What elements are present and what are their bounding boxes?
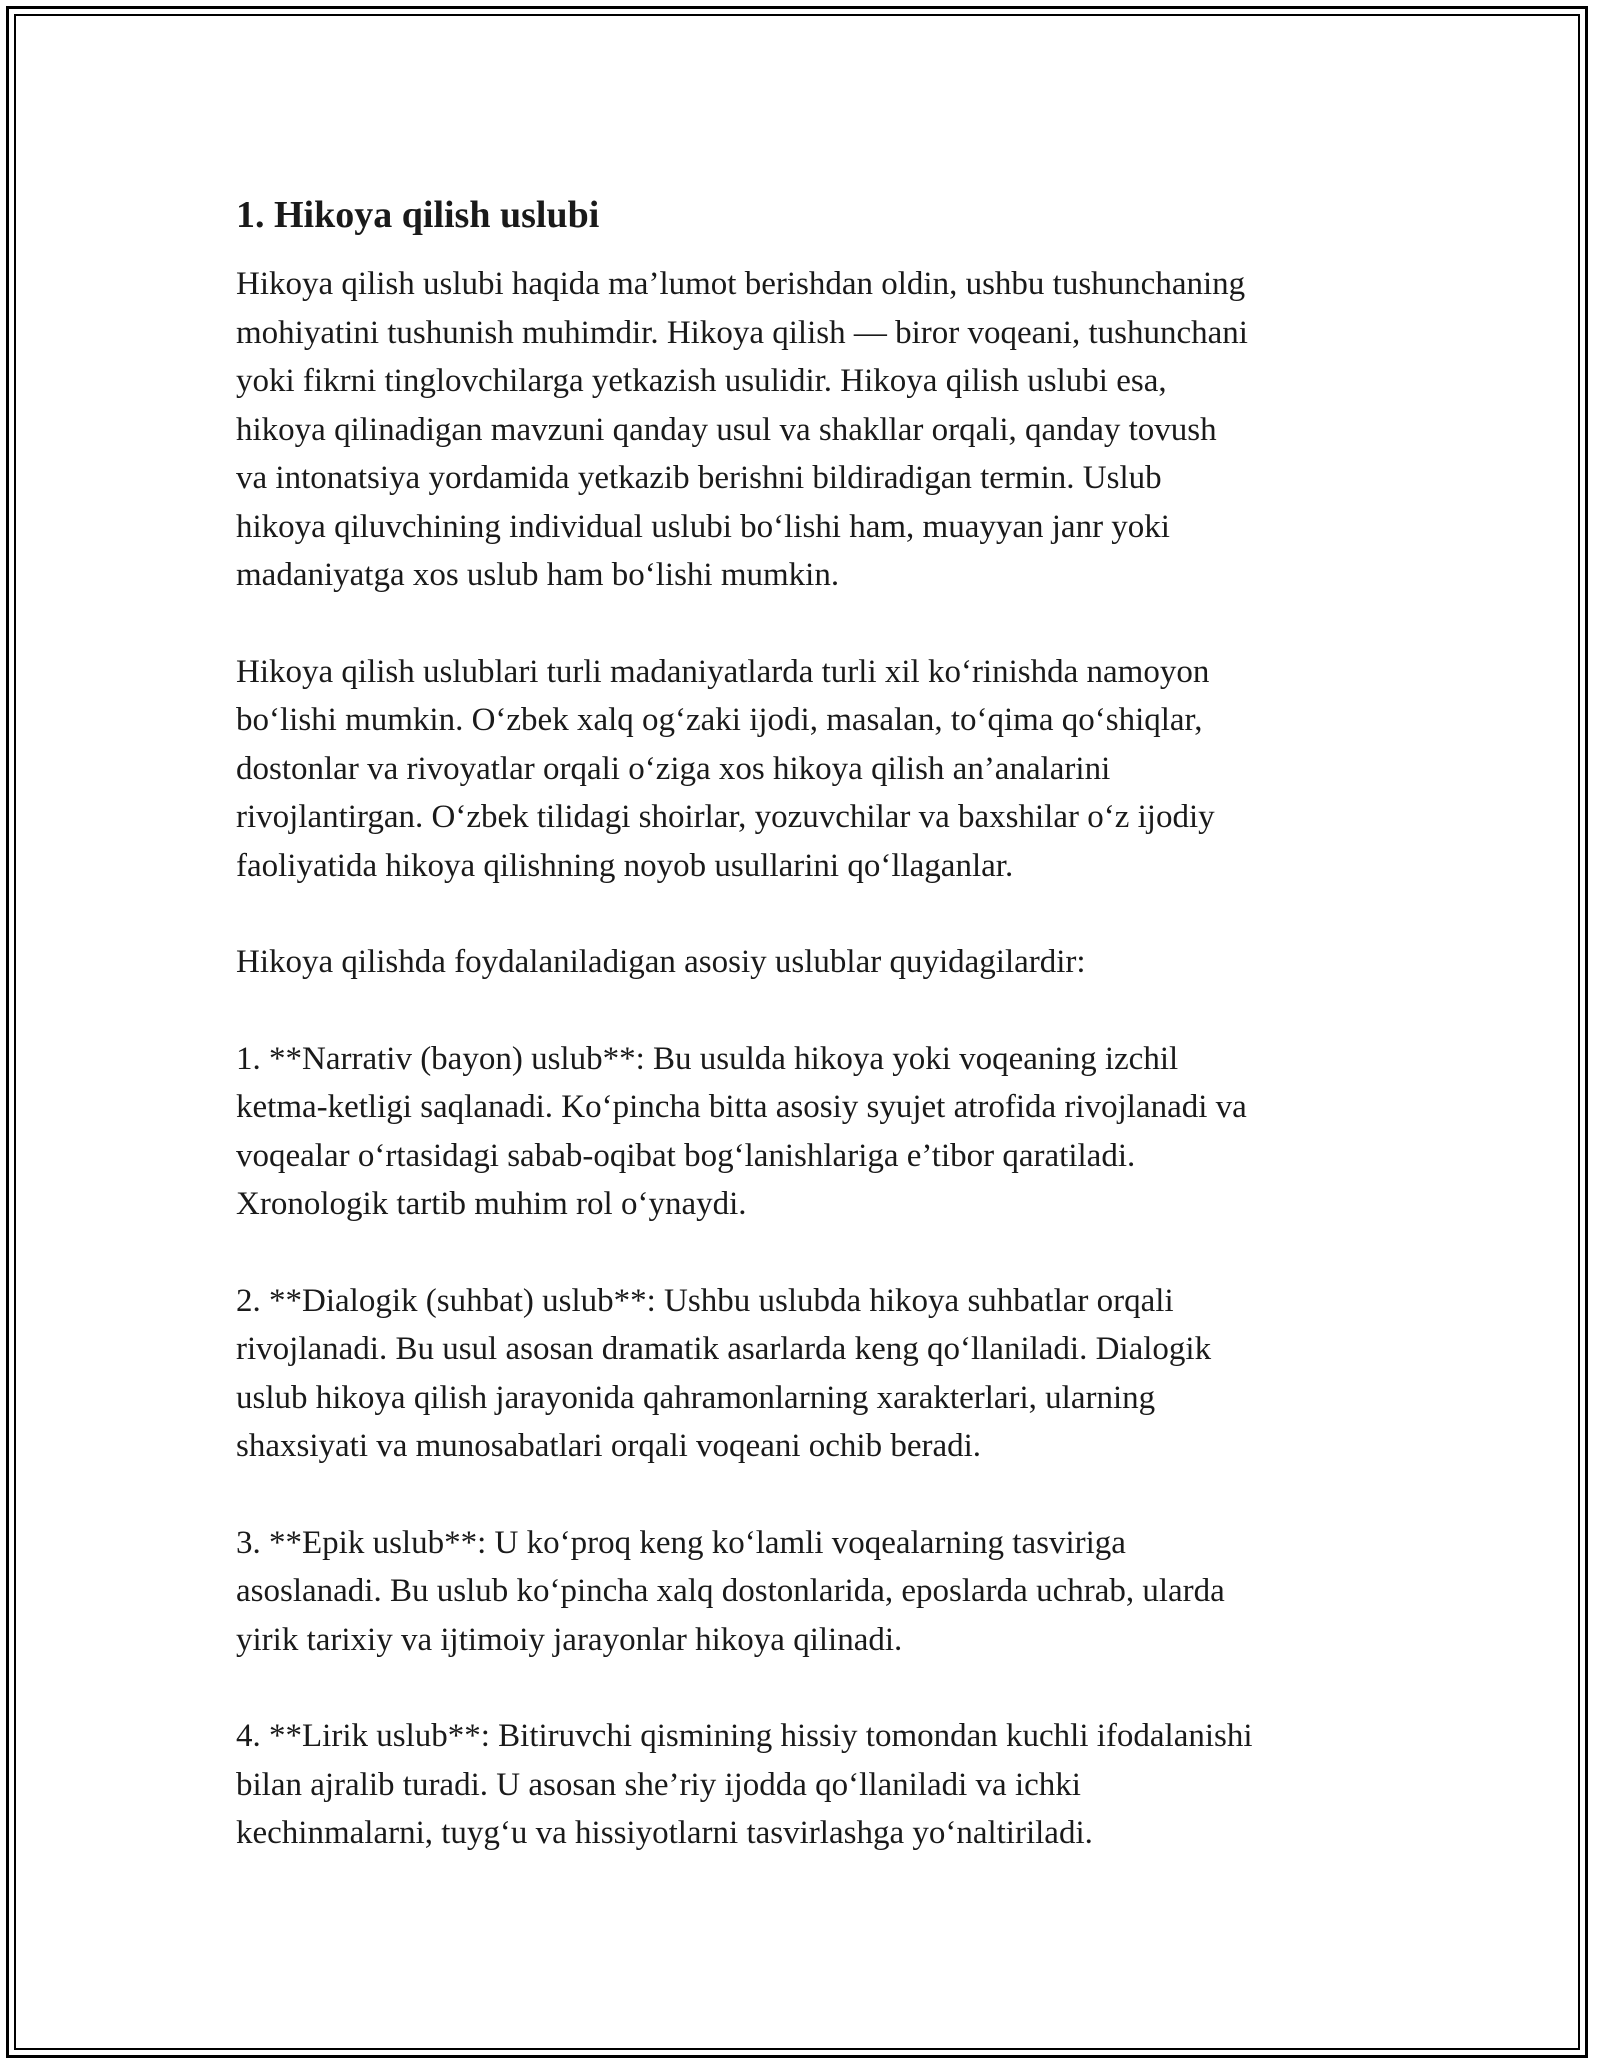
paragraph-intro: Hikoya qilish uslubi haqida ma’lumot berishdan oldin, ushbu tushunchaning mohiyatini tushunish muhimdir. Hikoya qilish — biror voqeani, tushunchani yoki fikrni tinglovchilarga yetkazish usulidir. Hikoya qilish uslubi esa, hikoya qilinadigan mavzuni qanday usul va shakllar orqali, qanday tovush va intonatsiya yordamida yetkazib berishni bildiradigan termin. Uslub hikoya qiluvchining individual uslubi bo‘lishi ham, muayyan janr yoki madaniyatga xos uslub ham bo‘lishi mumkin.	[236, 266, 1248, 593]
list-item-dialogik: 2. **Dialogik (suhbat) uslub**: Ushbu uslubda hikoya suhbatlar orqali rivojlanadi. Bu usul asosan dramatik asarlarda keng qo‘llaniladi. Dialogik uslub hikoya qilish jarayonida qahramonlarning xarakterlari, ularning shaxsiyati va munosabatlari orqali voqeani ochib beradi.	[236, 1282, 1212, 1464]
list-item-epik: 3. **Epik uslub**: U ko‘proq keng ko‘lamli voqealarning tasviriga asoslanadi. Bu uslub ko‘pincha xalq dostonlarida, eposlarda uchrab, ularda yirik tarixiy va ijtimoiy jarayonlar hikoya qilinadi.	[236, 1524, 1225, 1658]
section-heading: 1. Hikoya qilish uslubi	[236, 194, 600, 236]
list-item-narrativ: 1. **Narrativ (bayon) uslub**: Bu usulda hikoya yoki voqeaning izchil ketma-ketligi saqlanadi. Ko‘pincha bitta asosiy syujet atrofida rivojlanadi va voqealar o‘rtasidagi sabab-oqibat bog‘lanishlariga e’tibor qaratiladi. Xronologik tartib muhim rol o‘ynaydi.	[236, 1040, 1247, 1222]
document-body	[236, 184, 1386, 1858]
paragraph-list-intro: Hikoya qilishda foydalaniladigan asosiy uslublar quyidagilardir:	[236, 944, 1086, 980]
list-item-lirik: 4. **Lirik uslub**: Bitiruvchi qismining hissiy tomondan kuchli ifodalanishi bilan ajralib turadi. U asosan she’riy ijodda qo‘llaniladi va ichki kechinmalarni, tuyg‘u va hissiyotlarni tasvirlashga yo‘naltiriladi.	[236, 1718, 1253, 1851]
paragraph-cultures: Hikoya qilish uslublari turli madaniyatlarda turli xil ko‘rinishda namoyon bo‘lishi mumkin. O‘zbek xalq og‘zaki ijodi, masalan, to‘qima qo‘shiqlar, dostonlar va rivoyatlar orqali o‘ziga xos hikoya qilish an’analarini rivojlantirgan. O‘zbek tilidagi shoirlar, yozuvchilar va baxshilar o‘z ijodiy faoliyatida hikoya qilishning noyob usullarini qo‘llaganlar.	[236, 653, 1215, 884]
